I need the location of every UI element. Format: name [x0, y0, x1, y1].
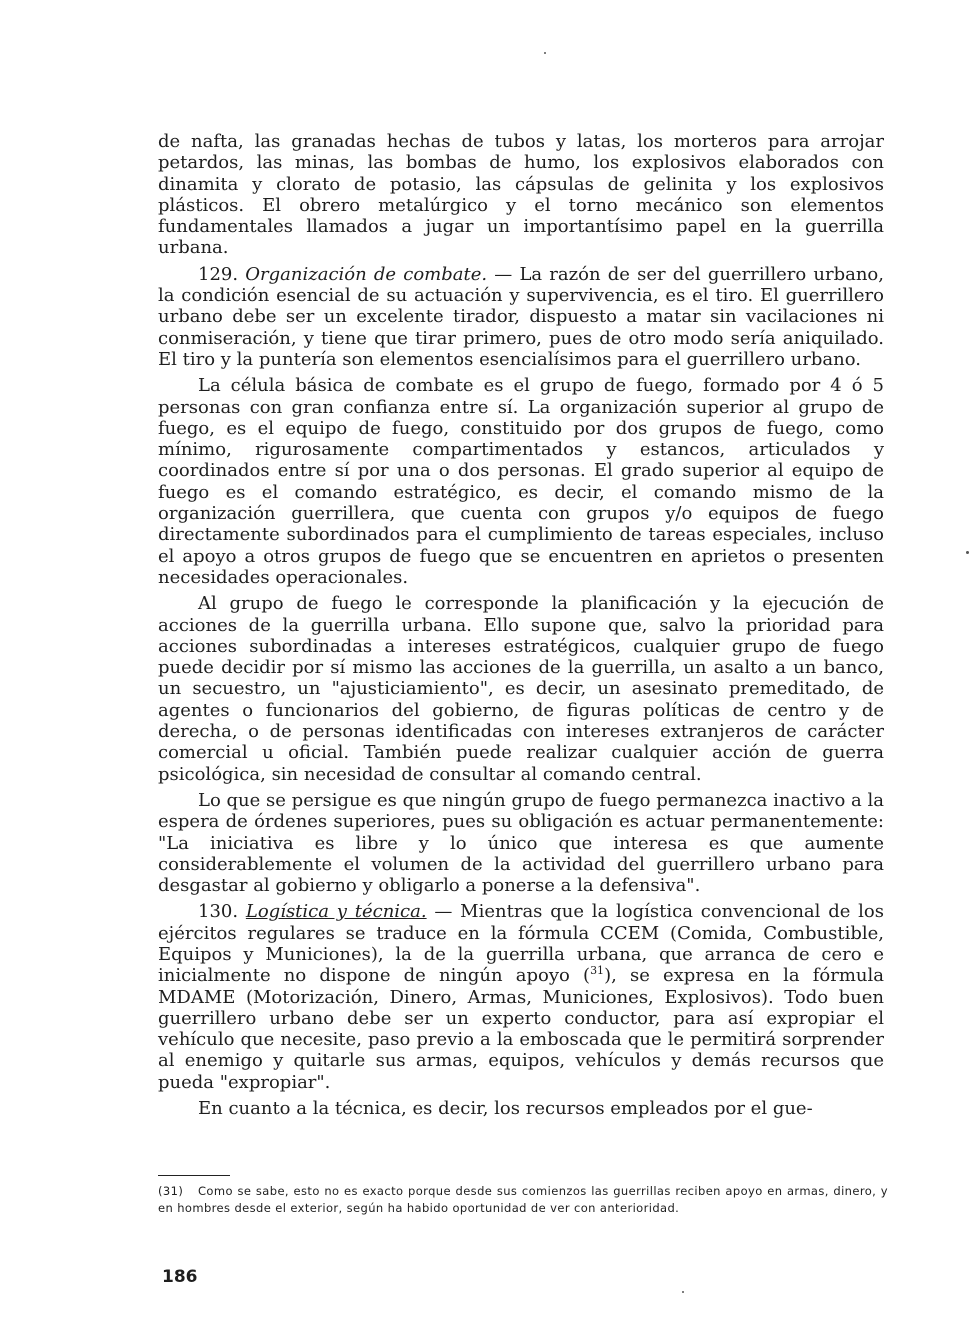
page-number: 186	[162, 1267, 198, 1287]
footnote-number: (31)	[158, 1184, 184, 1198]
paragraph-continuation	[158, 131, 884, 259]
body-text	[158, 131, 884, 1124]
paragraph-text: La célula básica de combate es el grupo de fuego, formado por 4 ó 5 personas con gran confianza entre sí. La organización superior al grupo de fuego, es el equipo de fuego, constituido por dos grupos de fuego, como mínimo, rigurosamente compartimentados y estancos, articulados y coordinados entre sí por una o dos personas. El grado superior al equipo de fuego es el comando estratégico, es decir, el comando mismo de la organización guerrillera, que cuenta con grupos y/o equipos de fuego directamente subordinados para el cumplimiento de tareas especiales, incluso el apoyo a otros grupos de fuego que se encuentren en aprietos o presenten necesidades operacionales.	[158, 375, 884, 588]
paragraph-text: ), se expresa en la fórmula MDAME (Motorización, Dinero, Armas, Municiones, Explosivos). Todo buen guerrillero urbano debe ser un experto conductor, para así expropiar el vehículo que necesite, paso previo a la emboscada que le permitirá sorprender al enemigo y quitarle sus armas, equipos, vehículos y demás recursos que pueda "expropiar".	[158, 965, 885, 1093]
section-heading: Logística y técnica.	[245, 901, 427, 923]
scan-speck	[544, 52, 546, 54]
paragraph	[158, 375, 884, 588]
paragraph	[158, 593, 884, 785]
section-number: 129.	[198, 263, 239, 285]
section-130-paragraph	[158, 901, 884, 1093]
section-129-paragraph	[158, 264, 884, 370]
paragraph	[158, 790, 884, 896]
paragraph-text: En cuanto a la técnica, es decir, los recursos empleados por el gue-	[198, 1098, 813, 1120]
paragraph-text: — La razón de ser del guerrillero urbano, la condición esencial de su actuación y supervivencia, es el tiro. El guerrillero urbano debe ser un excelente tirador, dispuesto a matar sin vacilaciones ni conmiseración, y tiene que tirar primero, pues de otro modo sería aniquilado. El tiro y la puntería son elementos esencialísimos para el guerrillero urbano.	[158, 263, 884, 370]
paragraph-text: de nafta, las granadas hechas de tubos y latas, los morteros para arrojar petardos, las minas, las bombas de humo, los explosivos elaborados con dinamita y clorato de potasio, las cápsulas de gelinita y los explosivos plásticos. El obrero metalúrgico y el torno mecánico son elementos fundamentales llamados a jugar un importantísimo papel en la guerrilla urbana.	[158, 131, 884, 259]
footnote-reference: 31	[590, 964, 605, 978]
footnote-divider	[158, 1175, 230, 1176]
paragraph-text: Al grupo de fuego le corresponde la planificación y la ejecución de acciones de la guerrilla urbana. Ello supone que, salvo la prioridad para acciones subordinadas a intereses estratégicos, cualquier grupo de fuego puede decidir por sí mismo las acciones de la guerrilla, un asalto a un banco, un secuestro, un "ajusticiamiento", es decir, un asesinato premeditado, de agentes o funcionarios del gobierno, de figuras políticas de centro y de derecha, o de personas identificadas con intereses extranjeros de carácter comercial u oficial. También puede realizar cualquier acción de guerra psicológica, sin necesidad de consultar al comando central.	[158, 593, 884, 785]
paragraph-text: Lo que se persigue es que ningún grupo de fuego permanezca inactivo a la espera de órdenes superiores, pues su obligación es actuar permanentemente: "La iniciativa es libre y lo único que interesa es que aumente considerablemente el volumen de la actividad del guerrillero urbano para desgastar al gobierno y obligarlo a ponerse a la defensiva".	[158, 789, 884, 897]
paragraph	[158, 1098, 884, 1119]
footnote-text: Como se sabe, esto no es exacto porque desde sus comienzos las guerrillas reciben apoyo en armas, dinero, y en hombres desde el exterior, según ha habido oportunidad de ver con anterioridad.	[158, 1184, 888, 1215]
footnote	[158, 1183, 888, 1217]
section-number: 130.	[198, 901, 239, 923]
section-heading: Organización de combate.	[245, 263, 488, 285]
scan-speck	[682, 1291, 684, 1293]
scan-speck	[966, 551, 969, 554]
paragraph-text: — Mientras que la logística convencional de los ejércitos regulares se traduce en la fórmula CCEM (Comida, Combustible, Equipos y Municiones), la de la guerrilla urbana, que arranca de cero e inicialmente no dispone de ningún apoyo (	[158, 901, 884, 987]
